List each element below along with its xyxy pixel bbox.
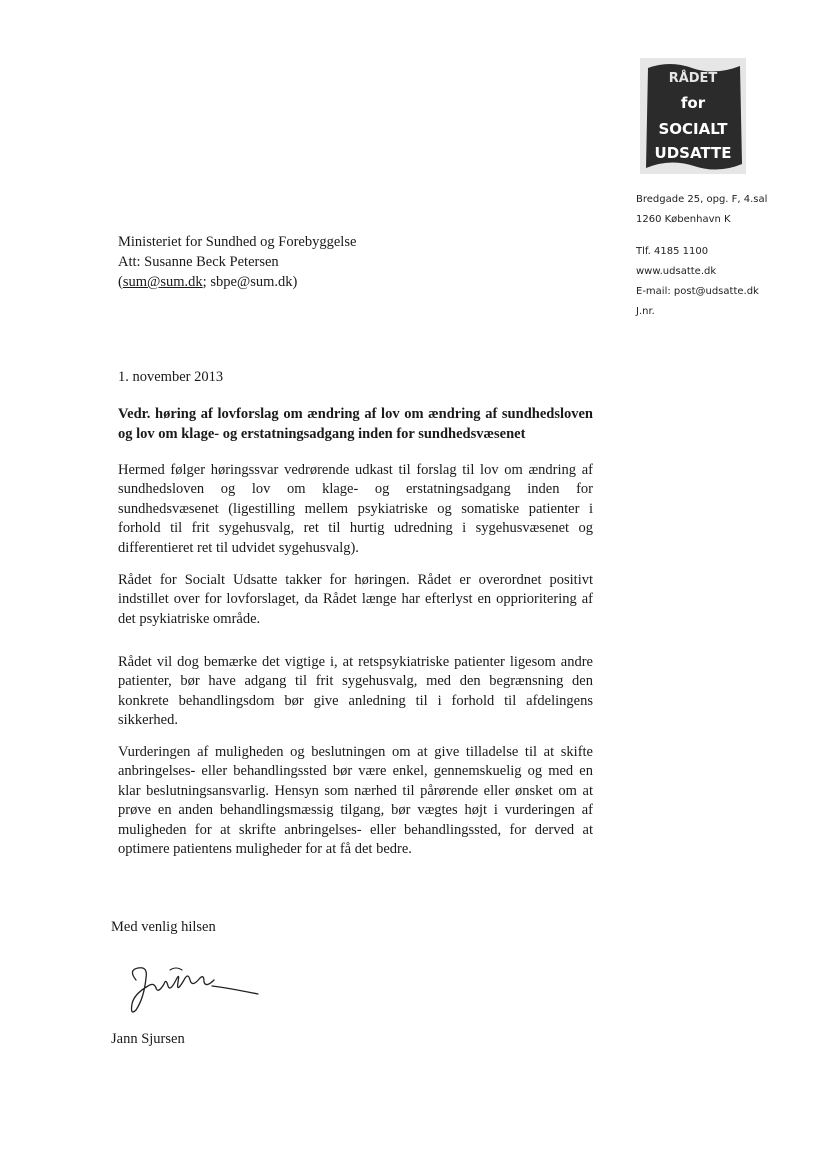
body-paragraph-1: Hermed følger høringssvar vedrørende udkast til forslag til lov om ændring af sundhedsloven og lov om klage- og erstatningsadgang inden for sundhedsvæsenet (ligestilling mellem psykiatriske og somatiske patienter i forhold til frit sygehusvalg, ret til hurtig udredning i sygehusvæsenet og differentieret ret til udvidet sygehusvalg). (118, 462, 593, 556)
recipient-block (118, 232, 356, 292)
sender-address-line-2: 1260 København K (636, 214, 731, 225)
signer-name: Jann Sjursen (111, 1031, 185, 1047)
organization-logo (640, 58, 746, 174)
logo-text-line-4: UDSATTE (654, 144, 732, 162)
logo-text-line-1: RÅDET (668, 71, 718, 86)
sender-phone: Tlf. 4185 1100 (636, 246, 709, 257)
body-paragraph-4: Vurderingen af muligheden og beslutningen om at give tilladelse til at skifte anbringelses- eller behandlingssted bør være enkel, gennemskuelig og med en klar beslutningsansvarlig. Hensyn som nærhed til pårørende eller ønsket om at prøve en anden behandlingsmæssig tilgang, bør vægtes højt i vurderingen af muligheden for at skrifte anbringelses- eller behandlingssted, for derved at optimere patientens muligheder for at få det bedre. (118, 744, 593, 858)
body-paragraph-3: Rådet vil dog bemærke det vigtige i, at retspsykiatriske patienter ligesom andre patienter, bør have adgang til frit sygehusvalg, med den begrænsning den konkrete behandlingsdom bør give anledning til i forhold til afdelingens sikkerhed. (118, 654, 593, 729)
recipient-organization: Ministeriet for Sundhed og Forebyggelse (118, 234, 357, 250)
sender-website: www.udsatte.dk (636, 266, 717, 277)
sender-address-line-1: Bredgade 25, opg. F, 4.sal (636, 194, 768, 205)
recipient-email-link[interactable]: sum@sum.dk (122, 274, 203, 290)
letter-date: 1. november 2013 (118, 369, 224, 385)
sender-email: E-mail: post@udsatte.dk (636, 286, 759, 297)
recipient-attention: Att: Susanne Beck Petersen (118, 254, 279, 270)
closing-greeting: Med venlig hilsen (111, 919, 216, 935)
logo-text-line-2: for (680, 94, 706, 112)
sender-journal-number: J.nr. (636, 306, 655, 317)
letter-subject: Vedr. høring af lovforslag om ændring af lov om ændring af sundhedsloven og lov om klage- og erstatningsadgang inden for sundhedsvæsenet (118, 406, 593, 442)
recipient-emails (118, 272, 356, 292)
handwritten-signature (118, 958, 268, 1018)
recipient-email-rest: ; sbpe@sum.dk) (202, 274, 298, 290)
logo-text-line-3: SOCIALT (658, 120, 728, 138)
sender-block (636, 190, 767, 322)
email-open-paren: ( (118, 274, 123, 290)
body-paragraph-2: Rådet for Socialt Udsatte takker for høringen. Rådet er overordnet positivt indstillet over for lovforslaget, da Rådet længe har efterlyst en opprioritering af det psykiatriske område. (118, 572, 593, 627)
